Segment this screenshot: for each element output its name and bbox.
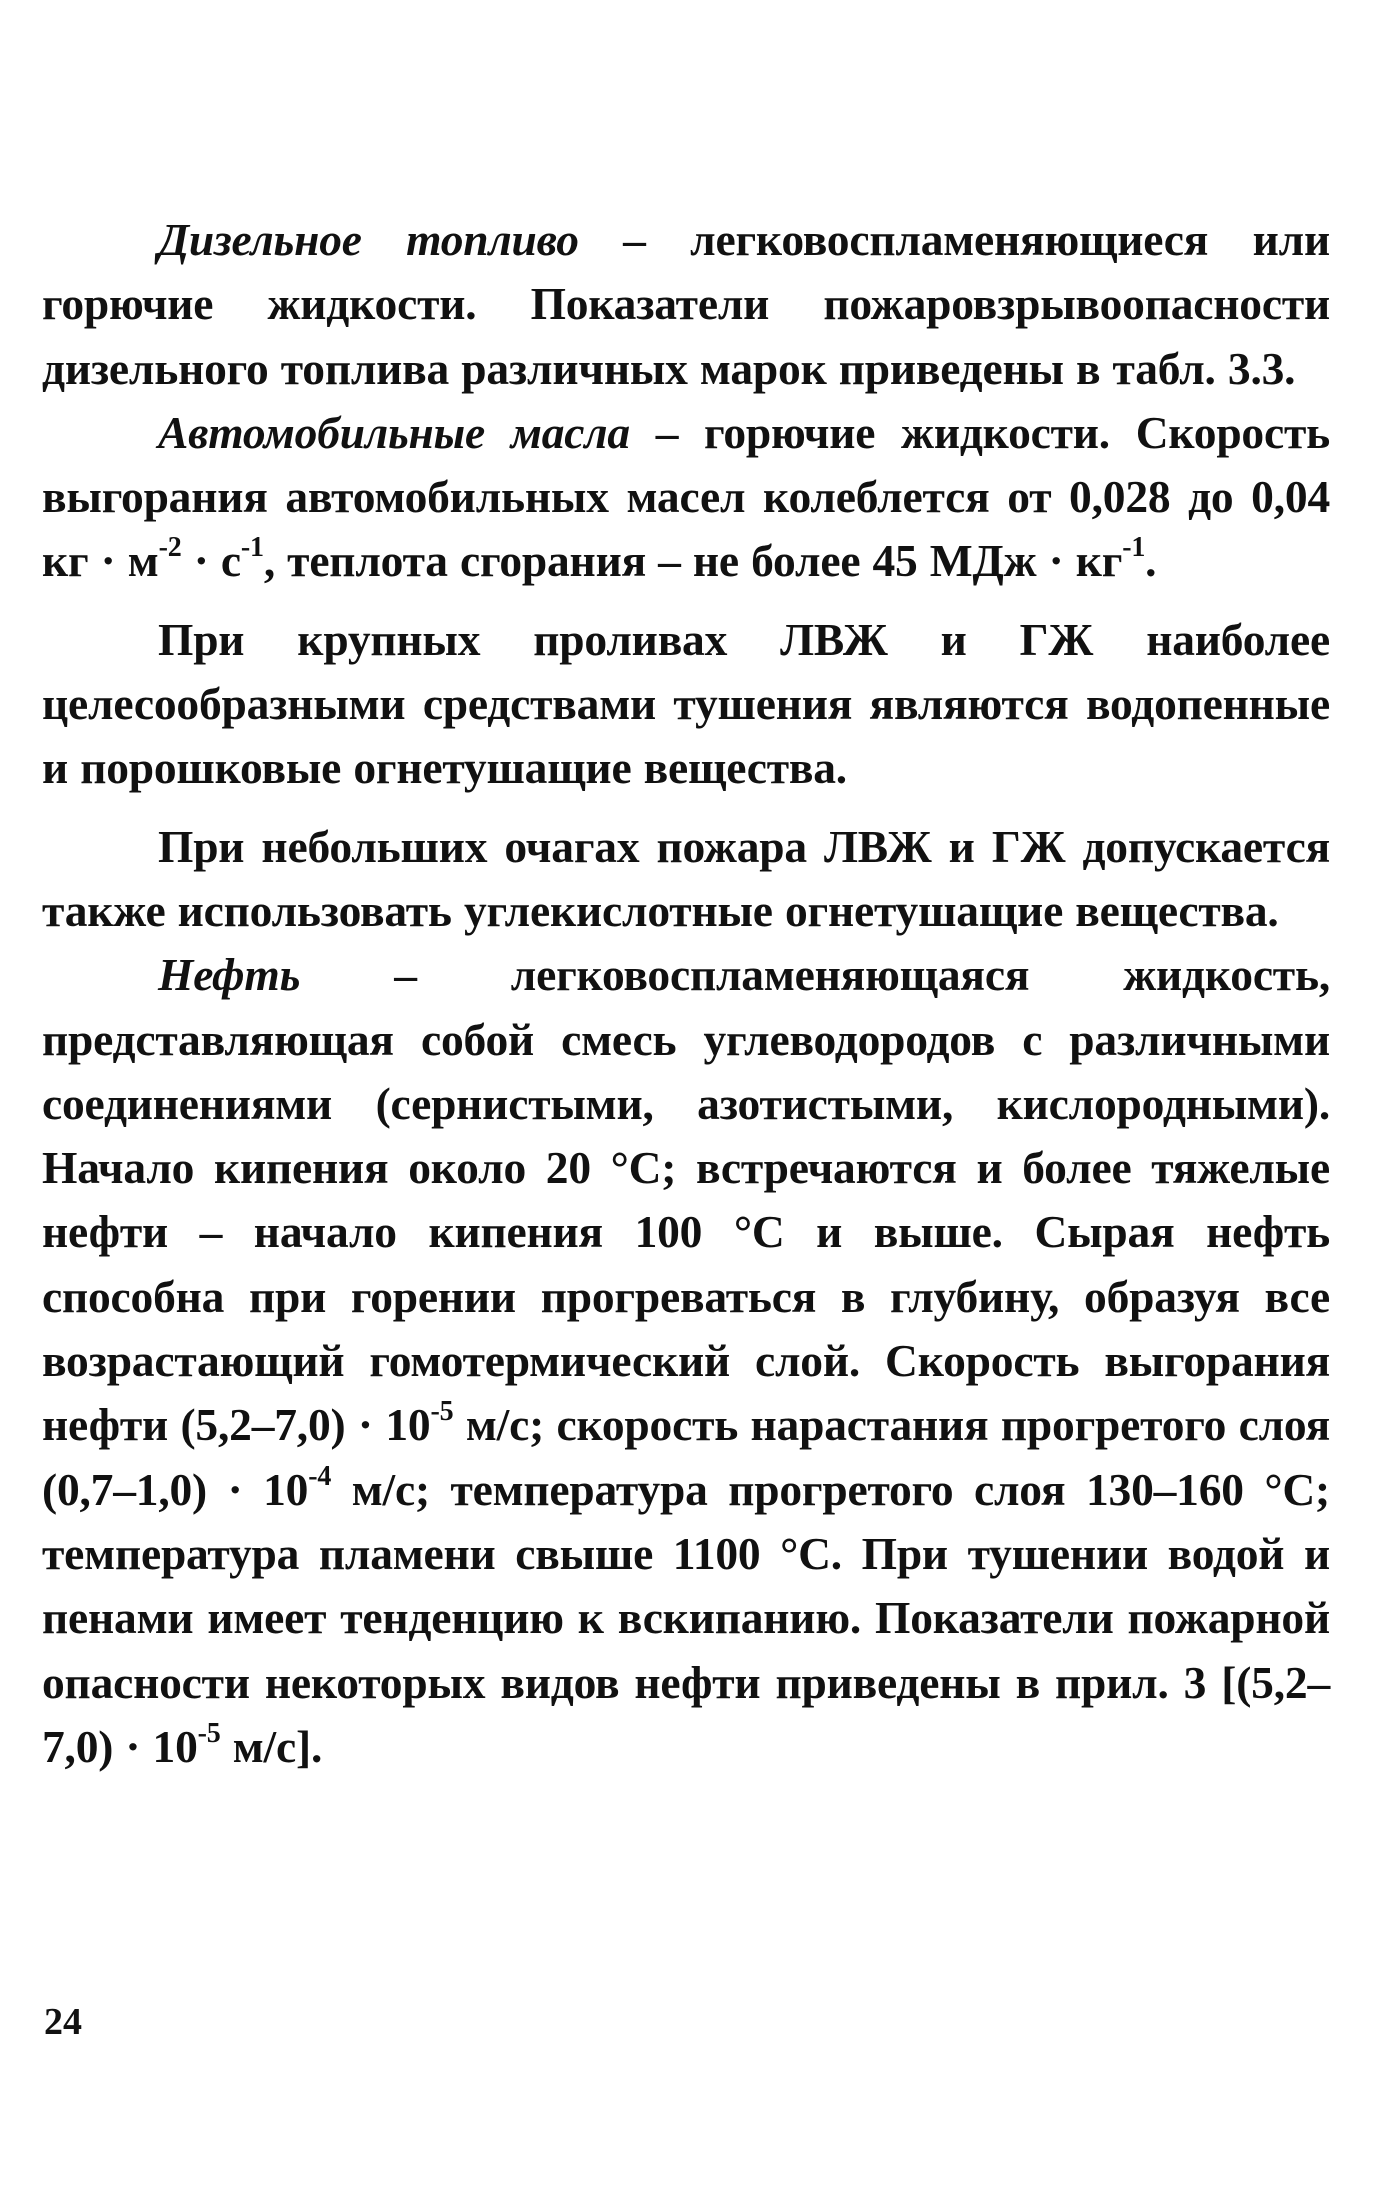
paragraph-text: При небольших очагах пожара ЛВЖ и ГЖ допускается также использовать углекислотные огнетушащие вещества. [42, 820, 1330, 936]
superscript: -5 [197, 1717, 221, 1749]
superscript: -1 [240, 532, 264, 564]
paragraph-text: м/с]. [220, 1720, 323, 1772]
paragraph-motor-oils [42, 401, 1330, 594]
term-oil: Нефть [158, 949, 301, 1001]
paragraph-text: , теплота сгорания – не более 45 МДж · кг [263, 535, 1123, 587]
paragraph-small-fires [42, 815, 1330, 944]
paragraph-text: – горючие жидкости. Скорость выгорания автомобильных масел колеблется от 0,028 до 0,04 кг · м [42, 406, 1330, 587]
page-body [42, 208, 1330, 1779]
superscript: -1 [1122, 532, 1146, 564]
term-motor-oils: Автомобильные масла [158, 406, 630, 458]
paragraph-diesel-fuel [42, 208, 1330, 401]
superscript: -5 [430, 1396, 454, 1428]
paragraph-large-spills [42, 608, 1330, 801]
paragraph-text: м/с; температура прогретого слоя 130–160 °С; температура пламени свыше 1100 °С. При тушении водой и пенами имеет тенденцию к вскипанию. Показатели пожарной опасности некоторых видов нефти приведены в прил. 3 [(5,2–7,0) · 10 [42, 1463, 1330, 1772]
paragraph-oil [42, 943, 1330, 1779]
paragraph-text: м/с; скорость нарастания прогретого слоя (0,7–1,0) · 10 [42, 1399, 1330, 1515]
paragraph-text: . [1145, 535, 1157, 587]
term-diesel-fuel: Дизельное топливо [158, 214, 579, 265]
paragraph-text: · с [181, 535, 241, 587]
page-number: 24 [44, 2001, 82, 2043]
paragraph-text: – легковоспламеняющаяся жидкость, представляющая собой смесь углеводородов с различными соединениями (сернистыми, азотистыми, кислородными). Начало кипения около 20 °С; встречаются и более тяжелые нефти – начало кипения 100 °С и выше. Сырая нефть способна при горении прогреваться в глубину, образуя все возрастающий гомотермический слой. Скорость выгорания нефти (5,2–7,0) · 10 [42, 949, 1330, 1451]
superscript: -2 [158, 532, 182, 564]
superscript: -4 [308, 1460, 332, 1492]
paragraph-text: – легковоспламеняющиеся или горючие жидкости. Показатели пожаровзрывоопасности дизельного топлива различных марок приведены в табл. 3.3. [42, 214, 1330, 394]
paragraph-text: При крупных проливах ЛВЖ и ГЖ наиболее целесообразными средствами тушения являются водопенные и порошковые огнетушащие вещества. [42, 613, 1330, 794]
